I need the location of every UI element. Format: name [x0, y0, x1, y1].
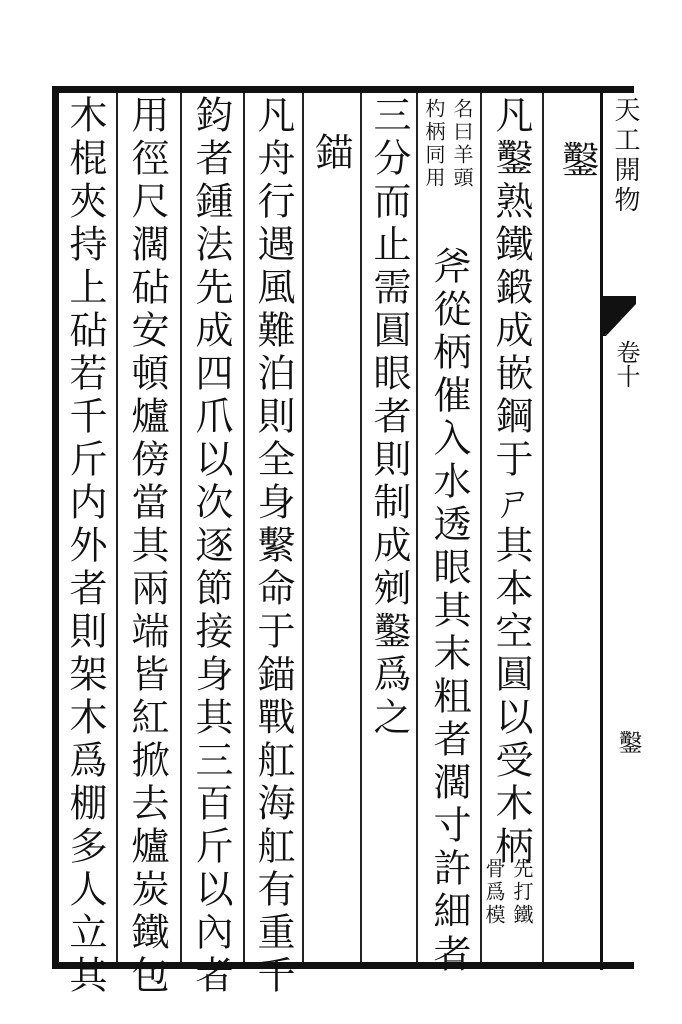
text-column-6: 用徑尺濶砧安頓爐傍當其兩端皆紅掀去爐炭鐵包 — [125, 95, 169, 998]
frame-right-rule — [600, 86, 603, 970]
text-column-7: 木棍夾持上砧若千斤内外者則架木爲棚多人立其 — [63, 95, 107, 998]
text-column-3: 三分而止需圓眼者則制成剜鑿爲之 — [367, 95, 411, 740]
text-column-5: 鈞者鍾法先成四爪以次逐節接身其三百斤以內者 — [189, 95, 233, 998]
annotation-column-2a: 名曰羊頭 — [450, 98, 474, 190]
column-divider — [542, 93, 544, 962]
text-column-2: 斧從柄催入水透眼其末粗者濶寸許細者 — [427, 246, 471, 977]
column-divider — [116, 93, 118, 962]
column-divider — [243, 93, 245, 962]
column-divider — [480, 93, 482, 962]
fold-title: 天工開物 — [610, 96, 640, 216]
section-heading-chisel: 鑿 — [555, 140, 599, 178]
fishtail-mark — [600, 296, 636, 336]
column-divider — [302, 93, 304, 962]
column-divider — [360, 93, 362, 962]
annotation-column-2b: 杓柄同用 — [422, 98, 446, 190]
annotation-column-1b: 骨爲模 — [482, 858, 506, 927]
annotation-column-1a: 先打鐵 — [510, 858, 534, 927]
frame-top-rule — [52, 86, 634, 93]
text-column-4: 凡舟行遇風難泊則全身繫命于錨戰舡海舡有重千 — [251, 95, 295, 998]
section-heading-anchor: 錨 — [309, 132, 353, 170]
fold-page-label: 鑿 — [614, 730, 642, 754]
frame-left-rule — [52, 88, 59, 968]
text-column-1: 凡鑿熟鐵鍛成嵌鋼于ㄕ其本空圓以受木柄 — [489, 95, 533, 869]
column-divider — [180, 93, 182, 962]
column-divider — [416, 93, 418, 962]
fold-volume: 卷十 — [612, 340, 640, 388]
